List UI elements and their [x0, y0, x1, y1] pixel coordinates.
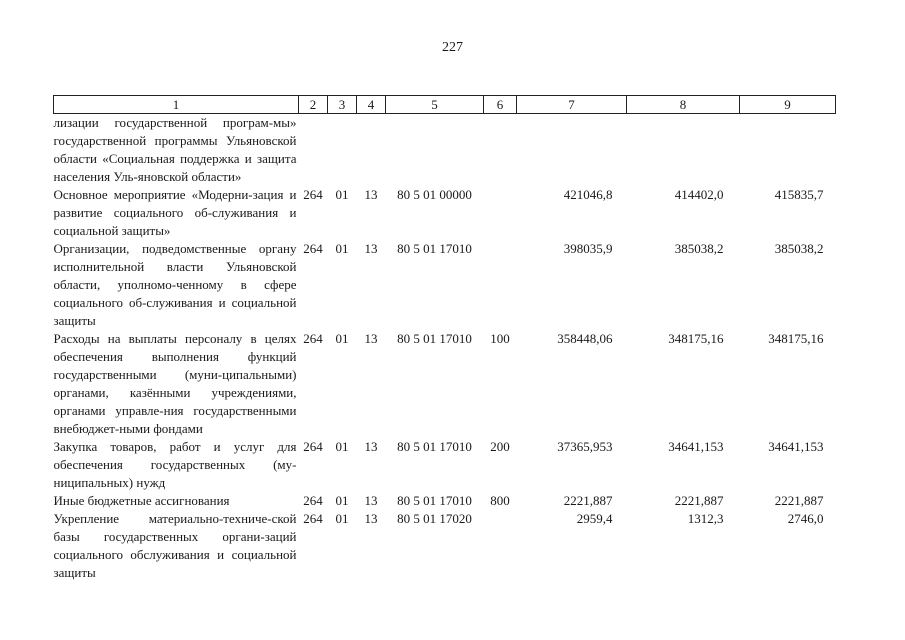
row-col-2: 264 — [303, 241, 323, 256]
row-col-9: 415835,7 — [774, 187, 824, 202]
row-col-6: 800 — [490, 493, 510, 508]
table-row — [54, 330, 836, 438]
row-col-7: 398035,9 — [563, 241, 613, 256]
row-col-2: 264 — [303, 493, 323, 508]
row-name: Закупка товаров, работ и услуг для обеспечения государственных (му-ниципальных) нужд — [53, 439, 297, 490]
row-col-8 — [627, 114, 740, 187]
header-col-8: 8 — [627, 96, 740, 114]
table-row — [54, 492, 836, 510]
row-col-2: 264 — [303, 511, 323, 526]
row-col-2: 264 — [303, 331, 323, 346]
row-col-6: 100 — [490, 331, 510, 346]
header-col-2: 2 — [299, 96, 328, 114]
row-col-8: 348175,16 — [668, 331, 724, 346]
table-row — [54, 114, 836, 187]
row-col-8: 34641,153 — [668, 439, 724, 454]
row-col-3 — [328, 114, 357, 187]
row-name: Иные бюджетные ассигнования — [53, 493, 230, 508]
row-col-3: 01 — [335, 241, 349, 256]
row-col-4: 13 — [364, 241, 378, 256]
row-col-3: 01 — [335, 493, 349, 508]
row-col-2: 264 — [303, 187, 323, 202]
table-row — [54, 438, 836, 492]
row-col-6: 200 — [490, 439, 510, 454]
row-col-2: 264 — [303, 439, 323, 454]
row-col-5 — [386, 114, 484, 187]
row-col-9 — [740, 114, 836, 187]
row-col-2 — [299, 114, 328, 187]
header-col-5: 5 — [386, 96, 484, 114]
row-col-5: 80 5 01 17010 — [397, 331, 472, 346]
row-col-9: 385038,2 — [774, 241, 824, 256]
row-name: Основное мероприятие «Модерни-зация и развитие социального об-служивания и социальной защиты» — [53, 187, 297, 238]
row-name: лизации государственной програм-мы» государственной программы Ульяновской области «Социальная поддержка и защита населения Уль-яновской области» — [53, 115, 297, 184]
row-col-5: 80 5 01 17010 — [397, 241, 472, 256]
row-col-7 — [517, 114, 627, 187]
header-col-1: 1 — [54, 96, 299, 114]
row-col-6 — [484, 510, 517, 582]
row-col-8: 414402,0 — [674, 187, 724, 202]
row-col-4: 13 — [364, 493, 378, 508]
row-col-7: 2221,887 — [563, 493, 613, 508]
row-col-4 — [357, 114, 386, 187]
row-col-6 — [484, 240, 517, 330]
row-name: Укрепление материально-техниче-ской базы государственных органи-заций социального обслуживания и социальной защиты — [53, 511, 297, 580]
row-col-5: 80 5 01 17010 — [397, 439, 472, 454]
header-col-6: 6 — [484, 96, 517, 114]
budget-table-wrapper — [53, 95, 836, 582]
header-col-4: 4 — [357, 96, 386, 114]
row-col-7: 421046,8 — [563, 187, 613, 202]
budget-table — [53, 95, 836, 582]
row-col-8: 385038,2 — [674, 241, 724, 256]
row-col-4: 13 — [364, 331, 378, 346]
row-col-8: 2221,887 — [674, 493, 724, 508]
table-row — [54, 186, 836, 240]
row-col-9: 348175,16 — [768, 331, 824, 346]
row-col-7: 37365,953 — [557, 439, 613, 454]
row-col-3: 01 — [335, 439, 349, 454]
header-col-3: 3 — [328, 96, 357, 114]
row-col-9: 34641,153 — [768, 439, 824, 454]
row-col-3: 01 — [335, 187, 349, 202]
row-col-5: 80 5 01 17020 — [397, 511, 472, 526]
row-col-7: 358448,06 — [557, 331, 613, 346]
page-number: 227 — [442, 40, 463, 55]
row-col-4: 13 — [364, 511, 378, 526]
row-name: Организации, подведомственные органу исполнительной власти Ульяновской области, уполномо-ченному в сфере социального об-служивания и социальной защиты — [53, 241, 297, 328]
row-col-6 — [484, 186, 517, 240]
header-row — [54, 96, 836, 114]
table-row — [54, 510, 836, 582]
row-col-5: 80 5 01 17010 — [397, 493, 472, 508]
row-col-5: 80 5 01 00000 — [397, 187, 472, 202]
row-col-6 — [484, 114, 517, 187]
header-col-7: 7 — [517, 96, 627, 114]
table-row — [54, 240, 836, 330]
row-col-9: 2221,887 — [774, 493, 824, 508]
row-name: Расходы на выплаты персоналу в целях обеспечения выполнения функций государственными (муни-ципальными) органами, казёнными учреждениями, органами управле-ния государственными внебюджет-ными фондами — [53, 331, 297, 436]
row-col-3: 01 — [335, 331, 349, 346]
header-col-9: 9 — [740, 96, 836, 114]
row-col-9: 2746,0 — [787, 511, 824, 526]
row-col-4: 13 — [364, 187, 378, 202]
row-col-4: 13 — [364, 439, 378, 454]
row-col-7: 2959,4 — [576, 511, 613, 526]
row-col-8: 1312,3 — [687, 511, 724, 526]
row-col-3: 01 — [335, 511, 349, 526]
